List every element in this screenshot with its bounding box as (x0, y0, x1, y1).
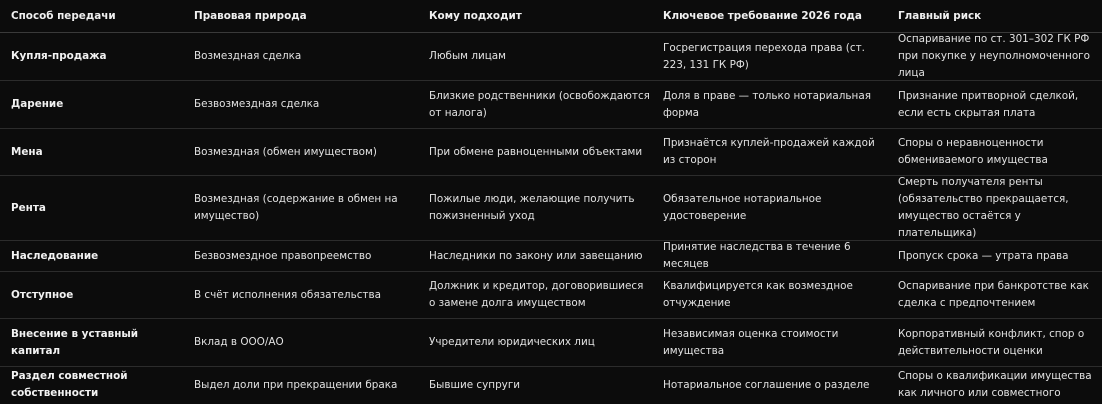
table-cell: Наследники по закону или завещанию (429, 249, 643, 262)
table-cell: Любым лицам (429, 50, 506, 62)
table-cell: Пропуск срока — утрата права (898, 249, 1069, 262)
header-cell-main-risk: Главный риск (898, 9, 982, 22)
table-cell: Купля-продажа (11, 50, 107, 62)
table-cell: Близкие родственники (освобождаются от налога) (429, 89, 650, 119)
table-cell: Оспаривание по ст. 301–302 ГК РФ при покупке у неуполномоченного лица (898, 33, 1091, 79)
table-row (0, 272, 1102, 319)
table-cell: Независимая оценка стоимости имущества (663, 327, 839, 357)
table-cell: Признаётся куплей-продажей каждой из сторон (663, 137, 875, 166)
table-cell: Нотариальное соглашение о разделе (663, 378, 870, 391)
table-cell: Дарение (11, 98, 64, 110)
header-cell-method: Способ передачи (11, 9, 116, 22)
table-cell: В счёт исполнения обязательства (194, 288, 381, 301)
table-row (0, 176, 1102, 241)
table-cell: Внесение в уставный капитал (11, 327, 139, 357)
table-cell: Наследование (11, 249, 99, 262)
table-cell: Бывшие супруги (429, 378, 521, 391)
table-cell: Обязательное нотариальное удостоверение (663, 193, 822, 222)
table-cell: Отступное (11, 288, 74, 301)
table-cell: Возмездная сделка (194, 50, 302, 62)
table-cell: Возмездная (обмен имуществом) (194, 145, 377, 158)
table-cell: Вклад в ООО/АО (194, 336, 284, 348)
table-cell: Принятие наследства в течение 6 месяцев (663, 241, 851, 270)
table-cell: Споры о квалификации имущества как личного или совместного (898, 370, 1092, 399)
table-row (0, 367, 1102, 403)
header-cell-legal-nature: Правовая природа (194, 9, 307, 22)
table-header-row (0, 0, 1102, 33)
table-cell: Пожилые люди, желающие получить пожизненный уход (429, 193, 635, 222)
table-cell: Корпоративный конфликт, спор о действительности оценки (898, 327, 1085, 357)
table-row (0, 129, 1102, 176)
table-cell: Безвозмездное правопреемство (194, 249, 372, 262)
table-cell: Доля в праве — только нотариальная форма (663, 89, 871, 119)
table-cell: При обмене равноценными объектами (429, 145, 643, 158)
table-cell: Возмездная (содержание в обмен на имущество) (194, 193, 398, 222)
table-row (0, 241, 1102, 272)
header-cell-suitable-for: Кому подходит (429, 9, 522, 22)
table-cell: Оспаривание при банкротстве как сделка с предпочтением (898, 280, 1089, 309)
table-cell: Должник и кредитор, договорившиеся о замене долга имуществом (429, 280, 644, 309)
table-cell: Госрегистрация перехода права (ст. 223, 131 ГК РФ) (663, 41, 865, 71)
header-cell-key-requirement: Ключевое требование 2026 года (663, 9, 862, 22)
table-cell: Мена (11, 145, 43, 158)
table-cell: Смерть получателя ренты (обязательство прекращается, имущество остаётся у плательщика) (898, 176, 1069, 239)
table-cell: Выдел доли при прекращении брака (194, 378, 398, 391)
table-row (0, 33, 1102, 81)
table-cell: Признание притворной сделкой, если есть скрытая плата (898, 89, 1079, 119)
table-cell: Квалифицируется как возмездное отчуждение (663, 280, 853, 309)
table-cell: Рента (11, 201, 46, 214)
table-cell: Раздел совместной собственности (11, 370, 128, 399)
table-cell: Учредители юридических лиц (429, 336, 595, 348)
table-cell: Безвозмездная сделка (194, 98, 320, 110)
table-cell: Споры о неравноценности обмениваемого имущества (898, 137, 1048, 166)
table-row (0, 81, 1102, 129)
table-row (0, 319, 1102, 367)
